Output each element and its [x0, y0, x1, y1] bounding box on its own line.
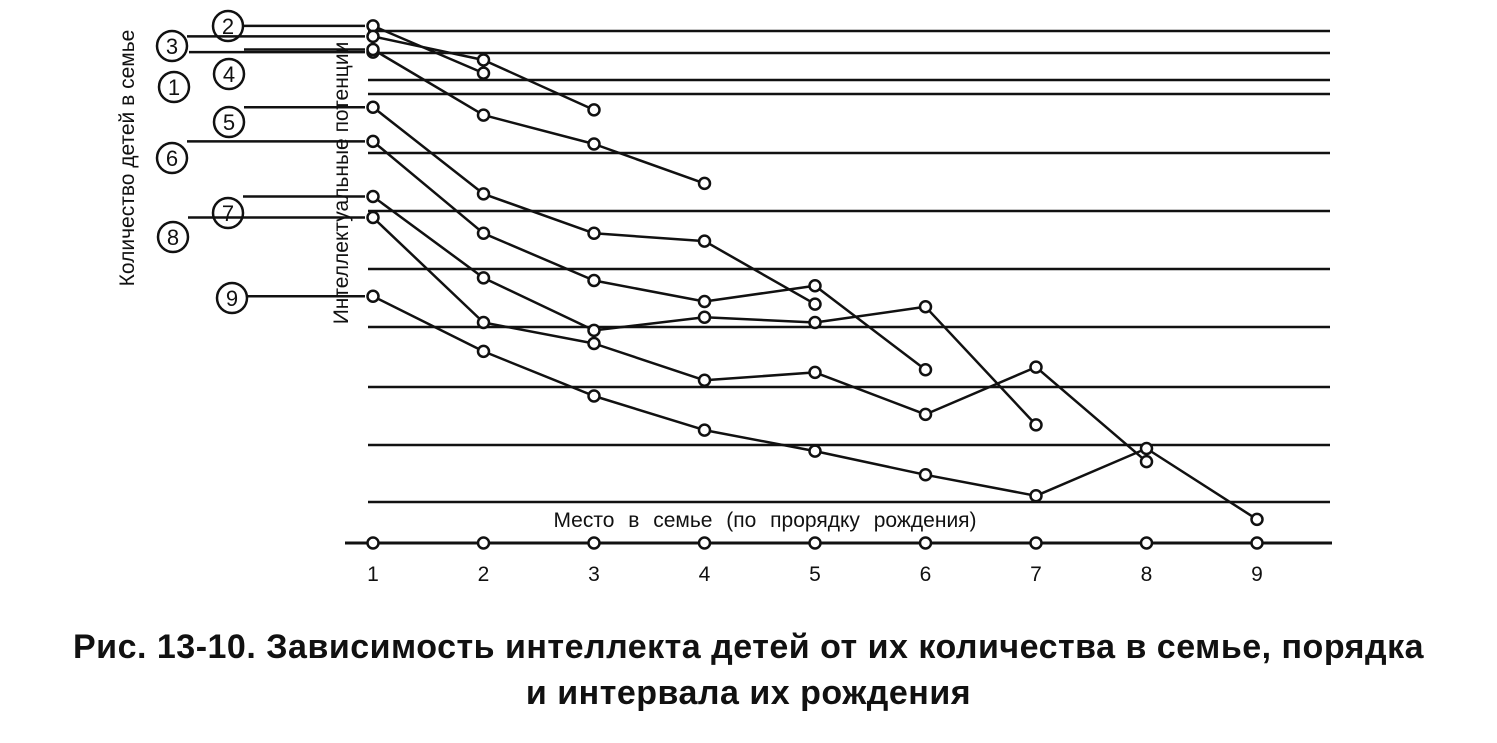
point-series-7-x-6	[920, 301, 931, 312]
x-tick-label-9: 9	[1251, 563, 1263, 586]
series-line-2	[373, 26, 484, 73]
point-series-4-x-4	[699, 178, 710, 189]
figure-caption-line-2: и интервала их рождения	[525, 674, 972, 712]
left-axis-label: Количество детей в семье	[116, 29, 139, 287]
point-series-4-x-1	[368, 44, 379, 55]
point-series-6-x-6	[920, 364, 931, 375]
legend-label-6: 6	[165, 146, 179, 171]
x-axis-marker-2	[478, 538, 489, 549]
point-series-8-x-7	[1031, 362, 1042, 373]
legend-label-5: 5	[222, 110, 236, 135]
figure-caption-line-1: Рис. 13-10. Зависимость интеллекта детей от их количества в семье, порядка	[73, 628, 1424, 666]
point-series-7-x-5	[810, 317, 821, 328]
series-line-6	[373, 141, 926, 369]
point-series-8-x-3	[589, 338, 600, 349]
point-series-8-x-6	[920, 409, 931, 420]
point-series-5-x-1	[368, 102, 379, 113]
x-axis	[345, 538, 1332, 587]
point-series-8-x-5	[810, 367, 821, 378]
legend-label-3: 3	[165, 34, 179, 59]
legend-label-1: 1	[167, 75, 181, 100]
x-axis-marker-4	[699, 538, 710, 549]
series-line-9	[373, 296, 1257, 519]
point-series-8-x-2	[478, 317, 489, 328]
x-tick-label-4: 4	[698, 563, 711, 586]
series-2	[368, 20, 490, 78]
point-series-9-x-7	[1031, 490, 1042, 501]
x-tick-label-5: 5	[809, 563, 821, 586]
point-series-7-x-3	[589, 325, 600, 336]
x-axis-marker-7	[1031, 538, 1042, 549]
point-series-2-x-2	[478, 68, 489, 79]
point-series-9-x-8	[1141, 443, 1152, 454]
y-axis-label: Интеллектуальные потенции	[330, 41, 353, 325]
point-series-5-x-4	[699, 236, 710, 247]
legend-label-9: 9	[225, 286, 239, 311]
x-tick-label-2: 2	[477, 563, 490, 586]
point-series-6-x-5	[810, 280, 821, 291]
x-axis-marker-8	[1141, 538, 1152, 549]
x-tick-label-7: 7	[1030, 563, 1042, 586]
point-series-9-x-2	[478, 346, 489, 357]
point-series-7-x-7	[1031, 419, 1042, 430]
point-series-6-x-1	[368, 136, 379, 147]
point-series-7-x-4	[699, 312, 710, 323]
point-series-3-x-1	[368, 31, 379, 42]
point-series-5-x-5	[810, 299, 821, 310]
x-axis-marker-6	[920, 538, 931, 549]
legend-label-2: 2	[221, 14, 235, 39]
legend-label-4: 4	[222, 62, 236, 87]
point-series-3-x-3	[589, 104, 600, 115]
x-axis-marker-9	[1252, 538, 1263, 549]
point-series-9-x-6	[920, 469, 931, 480]
x-axis-marker-5	[810, 538, 821, 549]
point-series-3-x-2	[478, 55, 489, 66]
series-line-4	[373, 50, 705, 184]
legend-label-8: 8	[166, 225, 180, 250]
point-series-8-x-1	[368, 212, 379, 223]
x-axis-label: Место в семье (по прорядку рождения)	[553, 509, 977, 532]
x-axis-marker-1	[368, 538, 379, 549]
point-series-6-x-3	[589, 275, 600, 286]
point-series-8-x-4	[699, 375, 710, 386]
point-series-8-x-8	[1141, 456, 1152, 467]
point-series-4-x-3	[589, 139, 600, 150]
point-series-6-x-2	[478, 228, 489, 239]
point-series-9-x-1	[368, 291, 379, 302]
point-series-5-x-3	[589, 228, 600, 239]
gridlines	[368, 31, 1330, 502]
point-series-9-x-9	[1252, 514, 1263, 525]
x-tick-label-1: 1	[367, 563, 379, 586]
point-series-9-x-5	[810, 446, 821, 457]
point-series-9-x-4	[699, 425, 710, 436]
point-series-7-x-1	[368, 191, 379, 202]
series-lines	[368, 20, 1263, 525]
x-tick-label-8: 8	[1140, 563, 1153, 586]
series-7	[368, 191, 1042, 430]
point-series-7-x-2	[478, 272, 489, 283]
point-series-5-x-2	[478, 188, 489, 199]
legend-label-7: 7	[221, 201, 235, 226]
series-4	[368, 44, 711, 189]
x-tick-label-3: 3	[588, 563, 600, 586]
point-series-4-x-2	[478, 110, 489, 121]
point-series-9-x-3	[589, 391, 600, 402]
x-tick-label-6: 6	[919, 563, 932, 586]
point-series-6-x-4	[699, 296, 710, 307]
x-axis-marker-3	[589, 538, 600, 549]
